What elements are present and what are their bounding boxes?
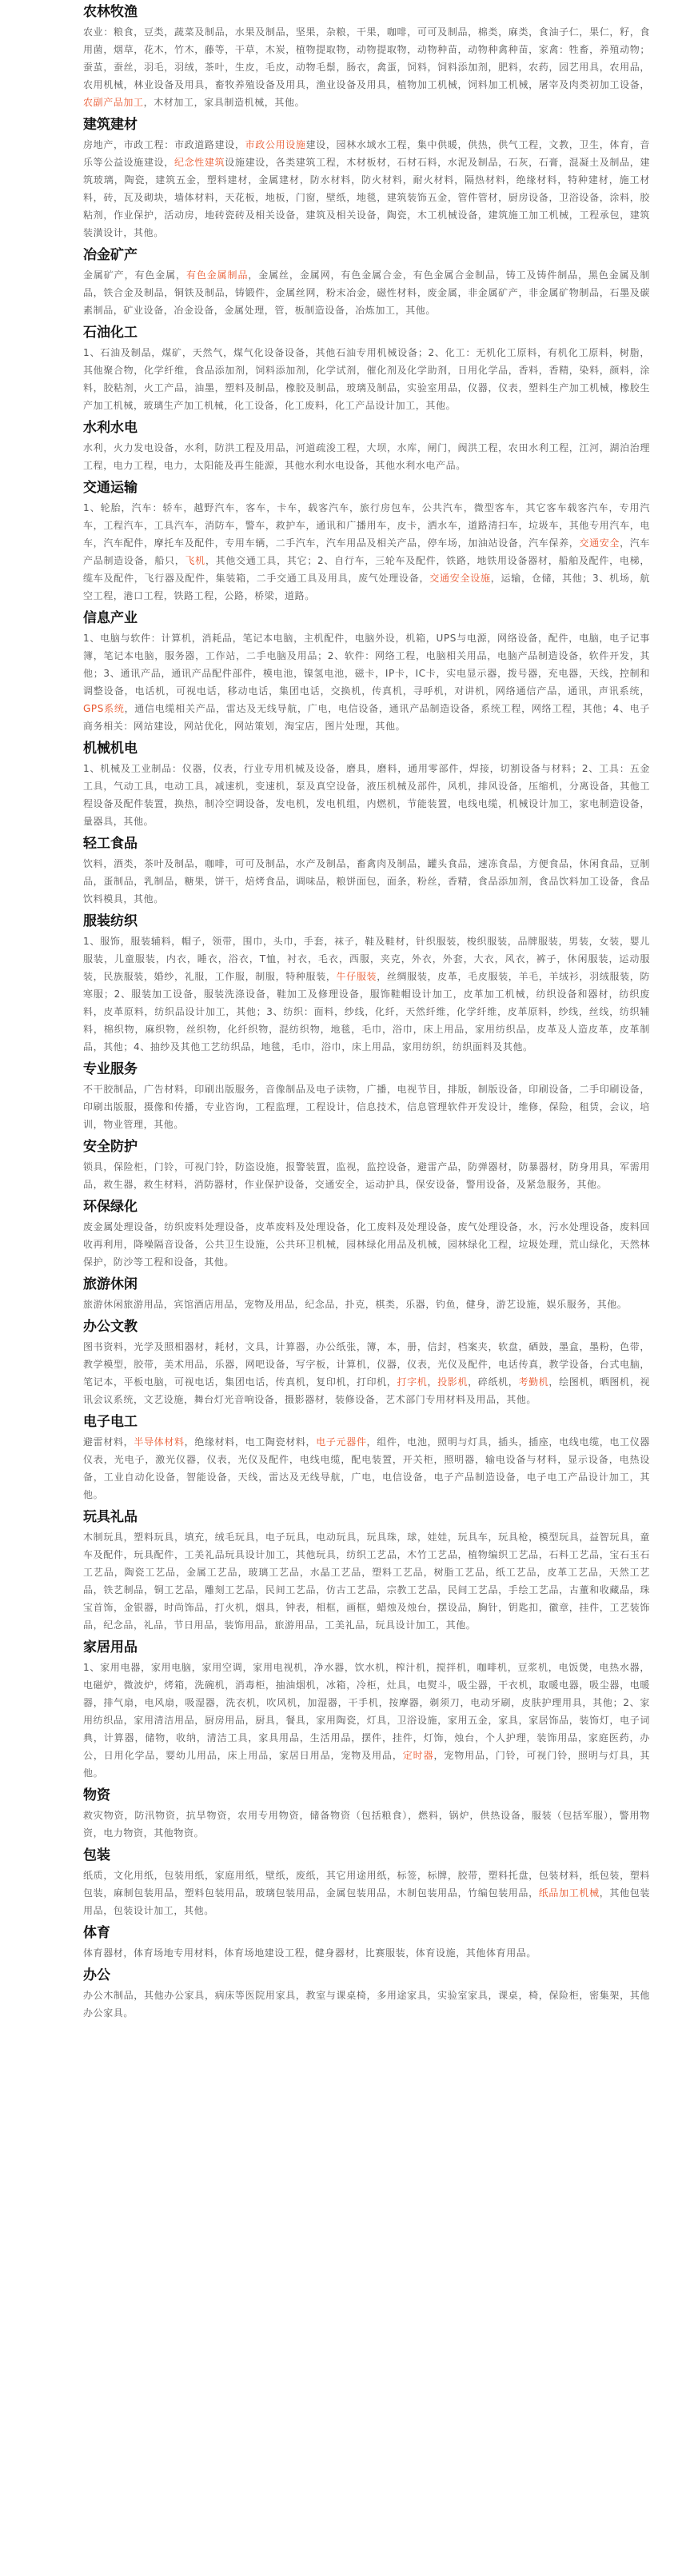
category-section — [83, 1923, 650, 1962]
description-text: ，碎纸机， — [468, 1376, 519, 1388]
category-section — [83, 1136, 650, 1193]
description-text: 图书资料，光学及照相器材，耗材，文具，计算器，办公纸张，簿，本，册，信封，档案夹，软盘，硒鼓，墨盒，墨粉，色带，教学模型，胶带，美术用品，乐器，网吧设备，写字板，计算机，仪器，仪表，光仪及配件，电话传真，教学设备，台式电脑，笔记本，平板电脑，可视电话，集团电话，传真机，复印机，打印机， — [83, 1341, 650, 1388]
category-title: 环保绿化 — [83, 1199, 138, 1215]
category-section — [83, 1316, 650, 1408]
description-text: 1、机械及工业制品：仪器，仪表，行业专用机械及设备，磨具，磨料，通用零部件，焊接，切割设备与材料；2、工具：五金工具，气动工具，电动工具，减速机，变速机，泵及真空设备，液压机械及部件，风机，排风设备，压缩机，分离设备，其他工程设备及配件装置，换热，制冷空调设备，发电机，发电机组，内燃机，节能装置，电线电缆，机械设计加工，家电制造设备，量器具，其他。 — [83, 763, 650, 827]
category-title: 体育 — [83, 1925, 110, 1941]
category-description — [83, 1807, 650, 1842]
category-section — [83, 1845, 650, 1919]
highlighted-link[interactable]: 电子元器件 — [316, 1436, 367, 1448]
category-title: 信息产业 — [83, 610, 138, 626]
highlighted-link[interactable]: 市政公用设施 — [245, 139, 306, 150]
description-text: 体育器材，体育场地专用材料，体育场地建设工程，健身器材，比赛服装，体育设施，其他体育用品。 — [83, 1947, 537, 1959]
highlighted-link[interactable]: 农副产品加工 — [83, 97, 144, 108]
category-title: 玩具礼品 — [83, 1509, 138, 1525]
highlighted-link[interactable]: 牛仔服装 — [336, 971, 377, 982]
category-title: 安全防护 — [83, 1139, 138, 1155]
category-description — [83, 1528, 650, 1634]
description-text: 纸质，文化用纸，包装用纸，家庭用纸，壁纸，废纸，其它用途用纸，标签，标牌，胶带，塑料托盘，包装材料，纸包装，塑料包装，麻制包装用品，塑料包装用品，玻璃包装用品，金属包装用品，木制包装用品，竹编包装用品， — [83, 1870, 650, 1899]
category-title: 服装纺织 — [83, 913, 138, 929]
category-title: 交通运输 — [83, 480, 138, 496]
highlighted-link[interactable]: 交通安全 — [579, 537, 620, 549]
highlighted-link[interactable]: 投影机 — [437, 1376, 469, 1388]
category-description — [83, 1338, 650, 1408]
category-description — [83, 266, 650, 319]
description-text: 房地产，市政工程：市政道路建设， — [83, 139, 245, 150]
category-title: 建筑建材 — [83, 117, 138, 133]
category-description — [83, 1987, 650, 2022]
description-text: 避雷材料， — [83, 1436, 134, 1448]
highlighted-link[interactable]: 打字机 — [397, 1376, 428, 1388]
category-title: 物资 — [83, 1787, 110, 1803]
description-text: 1、服饰，服装辅料，帽子，领带，围巾，头巾，手套，袜子，鞋及鞋材，针织服装，梭织服装，品牌服装，男装，女装，婴儿服装，儿童服装，内衣，睡衣，浴衣，T恤，衬衣，毛衣，西服，夹克，外衣，外套，大衣，风衣，裤子，休闲服装，运动服装，民族服装，婚纱，礼服，工作服，制服，特种服装， — [83, 936, 650, 982]
description-text: 设施建设，各类建筑工程，木材板材，石材石料，水泥及制品，石灰，石膏，混凝土及制品，建筑玻璃，陶瓷，建筑五金，塑料建材，金属建材，防水材料，防火材料，耐火材料，隔热材料，绝缘材料，特种建材，施工材料，砖，瓦及砌块，墙体材料，天花板，地板，门窗，壁纸，地毯，建筑装饰五金，管件管材，厨房设备，卫浴设备，涂料，胶粘剂，作业保护，活动房，地砖瓷砖及相关设备，建筑及相关设备，陶瓷，木工机械设备，建筑施工加工机械，工程承包，建筑装潢设计，其他。 — [83, 157, 650, 238]
description-text: 金属矿产，有色金属， — [83, 270, 186, 281]
highlighted-link[interactable]: 定时器 — [402, 1750, 434, 1761]
category-description — [83, 439, 650, 474]
category-description — [83, 1433, 650, 1504]
category-title: 专业服务 — [83, 1061, 138, 1077]
category-title: 机械机电 — [83, 741, 138, 757]
description-text: 饮料，酒类，茶叶及制品，咖啡，可可及制品，水产及制品，畜禽肉及制品，罐头食品，速冻食品，方便食品，休闲食品，豆制品，蛋制品，乳制品，糖果，饼干，焙烤食品，调味品，粮饼面包，面条，粉丝，香精，食品添加剂，食品饮料加工设备，食品饮料模具，其他。 — [83, 858, 650, 905]
category-description — [83, 629, 650, 735]
description-text: 水利，火力发电设备，水利，防洪工程及用品，河道疏浚工程，大坝，水库，闸门，阀洪工程，农田水利工程，江河，湖泊治理工程，电力工程，电力，太阳能及再生能源，其他水利水电设备，其他水利水电产品。 — [83, 442, 650, 471]
description-text: ，木材加工，家具制造机械，其他。 — [143, 97, 305, 108]
category-section — [83, 1785, 650, 1842]
highlighted-link[interactable]: 交通安全设施 — [429, 573, 491, 584]
description-text: 锁具，保险柜，门铃，可视门铃，防盗设施，报警装置，监视，监控设备，避雷产品，防弹器材，防暴器材，防身用具，军需用品，救生器，救生材料，消防器材，作业保护设备，交通安全，运动护具，保安设备，警用设备，及紧急服务，其他。 — [83, 1161, 650, 1190]
category-description — [83, 1158, 650, 1193]
category-description — [83, 23, 650, 111]
category-section — [83, 1637, 650, 1782]
description-text: ， — [427, 1376, 438, 1388]
highlighted-link[interactable]: 飞机 — [185, 555, 205, 566]
category-section — [83, 738, 650, 830]
description-text: 办公木制品，其他办公家具，病床等医院用家具，教室与课桌椅，多用途家具，实验室家具，课桌，椅，保险柜，密集架，其他办公家具。 — [83, 1990, 650, 2019]
highlighted-link[interactable]: 有色金属制品 — [185, 270, 249, 281]
category-description — [83, 1944, 650, 1962]
description-text: 农业：粮食，豆类，蔬菜及制品，水果及制品，坚果，杂粮，干果，咖啡，可可及制品，棉类，麻类，食油子仁，果仁，籽，食用菌，烟草，花木，竹木，藤等，干草，木炭，植物提取物，动物提取物，动物种苗，动物种禽种苗，家禽：牲畜，养殖动物；蚕茧，蚕丝，羽毛，羽绒，茶叶，生皮，毛皮，动物毛鬃，肠衣，禽蛋，饲料，饲料添加剂，肥料，农药，园艺用具，农用品，农用机械，林业设备及用具，畜牧养殖设备及用具，渔业设备及用具，植物加工机械，饲料加工机械，屠宰及肉类初加工设备， — [83, 26, 650, 90]
category-title: 办公 — [83, 1967, 110, 1983]
description-text: 1、轮胎，汽车：轿车，越野汽车，客车，卡车，载客汽车，旅行房包车，公共汽车，微型客车，其它客车载客汽车，专用汽车，工程汽车，工具汽车，消防车，警车，救护车，通讯和广播用车，皮卡，洒水车，道路清扫车，垃圾车，其他专用汽车，电车，汽车配件，摩托车及配件，专用车辆，二手汽车，汽车用品及相关产品，停车场，加油站设备，汽车保养， — [83, 502, 650, 549]
category-title: 农林牧渔 — [83, 4, 138, 20]
category-title: 家居用品 — [83, 1639, 138, 1655]
description-text: 废金属处理设备，纺织废料处理设备，皮革废料及处理设备，化工废料及处理设备，废气处理设备，水，污水处理设备，废料回收再利用，降噪隔音设备，公共卫生设施，公共环卫机械，园林绿化用品及机械，园林绿化工程，垃圾处理，荒山绿化，天然林保护，防沙等工程和设备，其他。 — [83, 1221, 650, 1268]
category-description — [83, 1296, 650, 1313]
highlighted-link[interactable]: 纪念性建筑 — [173, 157, 225, 168]
category-title: 旅游休闲 — [83, 1276, 138, 1292]
description-text: 1、石油及制品，煤矿，天然气，煤气化设备设备，其他石油专用机械设备；2、化工：无机化工原料，有机化工原料，树脂，其他聚合物，化学纤维，食品添加剂，饲料添加剂，化学试剂，催化剂及化学助剂，日用化学品，香料，香精，染料，颜料，涂料，胶粘剂，火工产品，油墨，塑料及制品，橡胶及制品，玻璃及制品，实验室用品，仪器，仪表，塑料生产加工机械，橡胶生产加工机械，玻璃生产加工机械，化工设备，化工废料，化工产品设计加工，其他。 — [83, 347, 650, 411]
category-section — [83, 833, 650, 908]
category-description — [83, 499, 650, 605]
description-text: ，金属丝，金属网，有色金属合金，有色金属合金制品，铸工及铸件制品，黑色金属及制品，铁合金及制品，铜铁及制品，铸锻件，金属丝网，粉末冶金，磁性材料，废金属，非金属矿产，非金属矿物制品，石墨及碳素制品，矿业设备，冶金设备，金属处理，管，板制造设备，冶炼加工，其他。 — [83, 270, 650, 316]
description-text: 1、家用电器，家用电脑，家用空调，家用电视机，净水器，饮水机，榨汁机，搅拌机，咖啡机，豆浆机，电饭煲，电热水器，电磁炉，微波炉，烤箱，洗碗机，消毒柜，抽油烟机，冰箱，冷柜，灶具，电熨斗，吸尘器，干衣机，取暖电器，吸尘器，电暖器，排气扇，电风扇，吸湿器，洗衣机，吹风机，加湿器，干手机，按摩器，剃须刀，电动牙刷，皮肤护理用具，其他；2、家用纺织品，家用清洁用品，厨房用品，厨具，餐具，家用陶瓷，灯具，卫浴设施，家用五金，家具，家居饰品，装饰灯，电子词典，计算器，储物，收纳，清洁工具，家具用品，生活用品，摆件，挂件，灯饰，烛台，个人护理，装饰用品，家庭医药，办公，日用化学品，婴幼儿用品，床上用品，家居日用品，宠物及用品， — [83, 1662, 650, 1761]
category-section — [83, 608, 650, 735]
description-text: ，宠物用品，门铃，可视门铃，照明与灯具，其他。 — [83, 1750, 650, 1779]
category-section — [83, 477, 650, 605]
highlighted-link[interactable]: GPS系统 — [83, 703, 125, 714]
category-title: 包装 — [83, 1847, 110, 1863]
description-text: 不干胶制品，广告材料，印刷出版服务，音像制品及电子读物，广播，电视节目，排版，制版设备，印刷设备，二手印刷设备，印刷出版服，摄像和传播，专业咨询，工程监理，工程设计，信息技术，信息管理软件开发设计，维修，保险，租赁，会议，培训，物业管理，其他。 — [83, 1084, 650, 1130]
category-description — [83, 344, 650, 414]
description-text: ，其他包装用品，包装设计加工，其他。 — [83, 1887, 650, 1916]
category-description — [83, 1867, 650, 1919]
description-text: 建设，园林水域水工程，集中供暖，供热，供气工程，文教，卫生，体育，音乐等公益设施建设， — [83, 139, 650, 168]
category-description — [83, 136, 650, 242]
category-title: 水利水电 — [83, 420, 138, 436]
description-text: ，绘图机，晒图机，视讯会议系统，文艺设施，舞台灯光音响设备，摄影器材，装修设备，艺术部门专用材料及用品，其他。 — [83, 1376, 650, 1405]
category-description — [83, 1218, 650, 1271]
category-section — [83, 911, 650, 1056]
category-title: 电子电工 — [83, 1414, 138, 1430]
description-text: ，组件，电池，照明与灯具，插头，插座，电线电缆，电工仪器仪表，光电子，激光仪器，仪表，光仪及配件，电线电缆，配电装置，开关柜，照明器，输电设备与材料，显示设备，电热设备，工业自动化设备，智能设备，天线，雷达及无线导航，广电，电信设备，电子产品制造设备，电子电工产品设计加工，其他。 — [83, 1436, 650, 1500]
description-text: ，运输，仓储，其他；3、机场，航空工程，港口工程，铁路工程，公路，桥梁，道路。 — [83, 573, 650, 601]
category-section — [83, 1196, 650, 1271]
description-text: ，通信电缆相关产品，雷达及无线导航，广电，电信设备，通讯产品制造设备，系统工程，网络工程，其他；4、电子商务相关：网站建设，网站优化，网站策划，淘宝店，图片处理，其他。 — [83, 703, 651, 732]
description-text: 救灾物资，防汛物资，抗旱物资，农用专用物资，储备物资（包括粮食），燃料，锅炉，供热设备，服装（包括军服），警用物资，电力物资，其他物资。 — [83, 1810, 650, 1839]
description-text: ，汽车产品制造设备，船只， — [83, 537, 651, 566]
category-section — [83, 114, 650, 242]
category-title: 轻工食品 — [83, 836, 138, 852]
description-text: 木制玩具，塑料玩具，填充，绒毛玩具，电子玩具，电动玩具，玩具珠，球，娃娃，玩具车，玩具枪，模型玩具，益智玩具，童车及配件，玩具配件，工美礼品玩具设计加工，其他玩具，纺织工艺品，木竹工艺品，植物编织工艺品，石料工艺品，宝石玉石工艺品，陶瓷工艺品，金属工艺品，玻璃工艺品，水晶工艺品，塑料工艺品，树脂工艺品，纸工艺品，皮革工艺品，天然工艺品，铁艺制品，铜工艺品，雕刻工艺品，民间工艺品，仿古工艺品，宗教工艺品，民间工艺品，手绘工艺品，古董和收藏品，珠宝首饰，金银器，时尚饰品，打火机，烟具，钟表，相框，画框，蜡烛及烛台，摆设品，胸针，钥匙扣，徽章，挂件，工艺装饰品，纪念品，礼品，节日用品，装饰用品，旅游用品，工美礼品，玩具设计加工，其他。 — [83, 1532, 650, 1631]
category-description — [83, 933, 650, 1056]
description-text: ，绝缘材料，电工陶瓷材料， — [184, 1436, 317, 1448]
highlighted-link[interactable]: 考勤机 — [518, 1376, 549, 1388]
category-section — [83, 1965, 650, 2022]
category-title: 石油化工 — [83, 325, 138, 341]
category-section — [83, 245, 650, 319]
category-description — [83, 855, 650, 908]
category-section — [83, 1059, 650, 1133]
description-text: 1、电脑与软件：计算机，消耗品，笔记本电脑，主机配件，电脑外设，机箱，UPS与电源，网络设备，配件，电脑，电子记事簿，笔记本电脑，服务器，工作站，二手电脑及用品；2、软件：网络工程，电脑相关用品，电脑产品制造设备，软件开发，其他；3、通讯产品，通讯产品配件部件，模电池，镍氢电池，磁卡，IP卡，IC卡，实电显示器，拨号器，充电器，天线，控制和调整设备，电话机，可视电话，移动电话，集团电话，交换机，传真机，寻呼机，对讲机，网络通信产品，通讯，声讯系统， — [83, 633, 650, 697]
category-description — [83, 1659, 650, 1782]
category-description — [83, 760, 650, 830]
highlighted-link[interactable]: 纸品加工机械 — [538, 1887, 600, 1899]
description-text: 旅游休闲旅游用品，宾馆酒店用品，宠物及用品，纪念品，扑克，棋类，乐器，钓鱼，健身，游艺设施，娱乐服务，其他。 — [83, 1299, 628, 1310]
highlighted-link[interactable]: 半导体材料 — [134, 1436, 185, 1448]
category-title: 办公文教 — [83, 1319, 138, 1335]
category-section — [83, 1274, 650, 1313]
category-section — [83, 1412, 650, 1504]
category-section — [83, 322, 650, 414]
category-section — [83, 1507, 650, 1634]
category-description — [83, 1080, 650, 1133]
description-text: ，其他交通工具，其它；2、自行车，三轮车及配件，铁路，地铁用设备器材，船舶及配件，电梯，缆车及配件，飞行器及配件，集装箱，二手交通工具及用具，废气处理设备， — [83, 555, 650, 584]
category-section — [83, 417, 650, 474]
description-text: ，丝绸服装，皮革，毛皮服装，羊毛，羊绒衫，羽绒服装，防寒服；2、服装加工设备，服装洗涤设备，鞋加工及修理设备，服饰鞋帽设计加工，皮革加工机械，纺织设备和器材，纺织废料，皮革原料，纺织品设计加工，其他；3、纺织：面料，纱线，化纤，天然纤维，化学纤维，皮革原料，纱线，丝线，纺织辅料，棉织物，麻织物，丝织物，化纤织物，混纺织物，地毯，毛巾，浴巾，床上用品，家用纺织品，皮革及人造皮革，皮革制品，其他；4、抽纱及其他工艺纺织品，地毯，毛巾，浴巾，床上用品，家用纺织，纺织面料及其他。 — [83, 971, 651, 1052]
category-title: 冶金矿产 — [83, 247, 138, 263]
category-section — [83, 2, 650, 111]
